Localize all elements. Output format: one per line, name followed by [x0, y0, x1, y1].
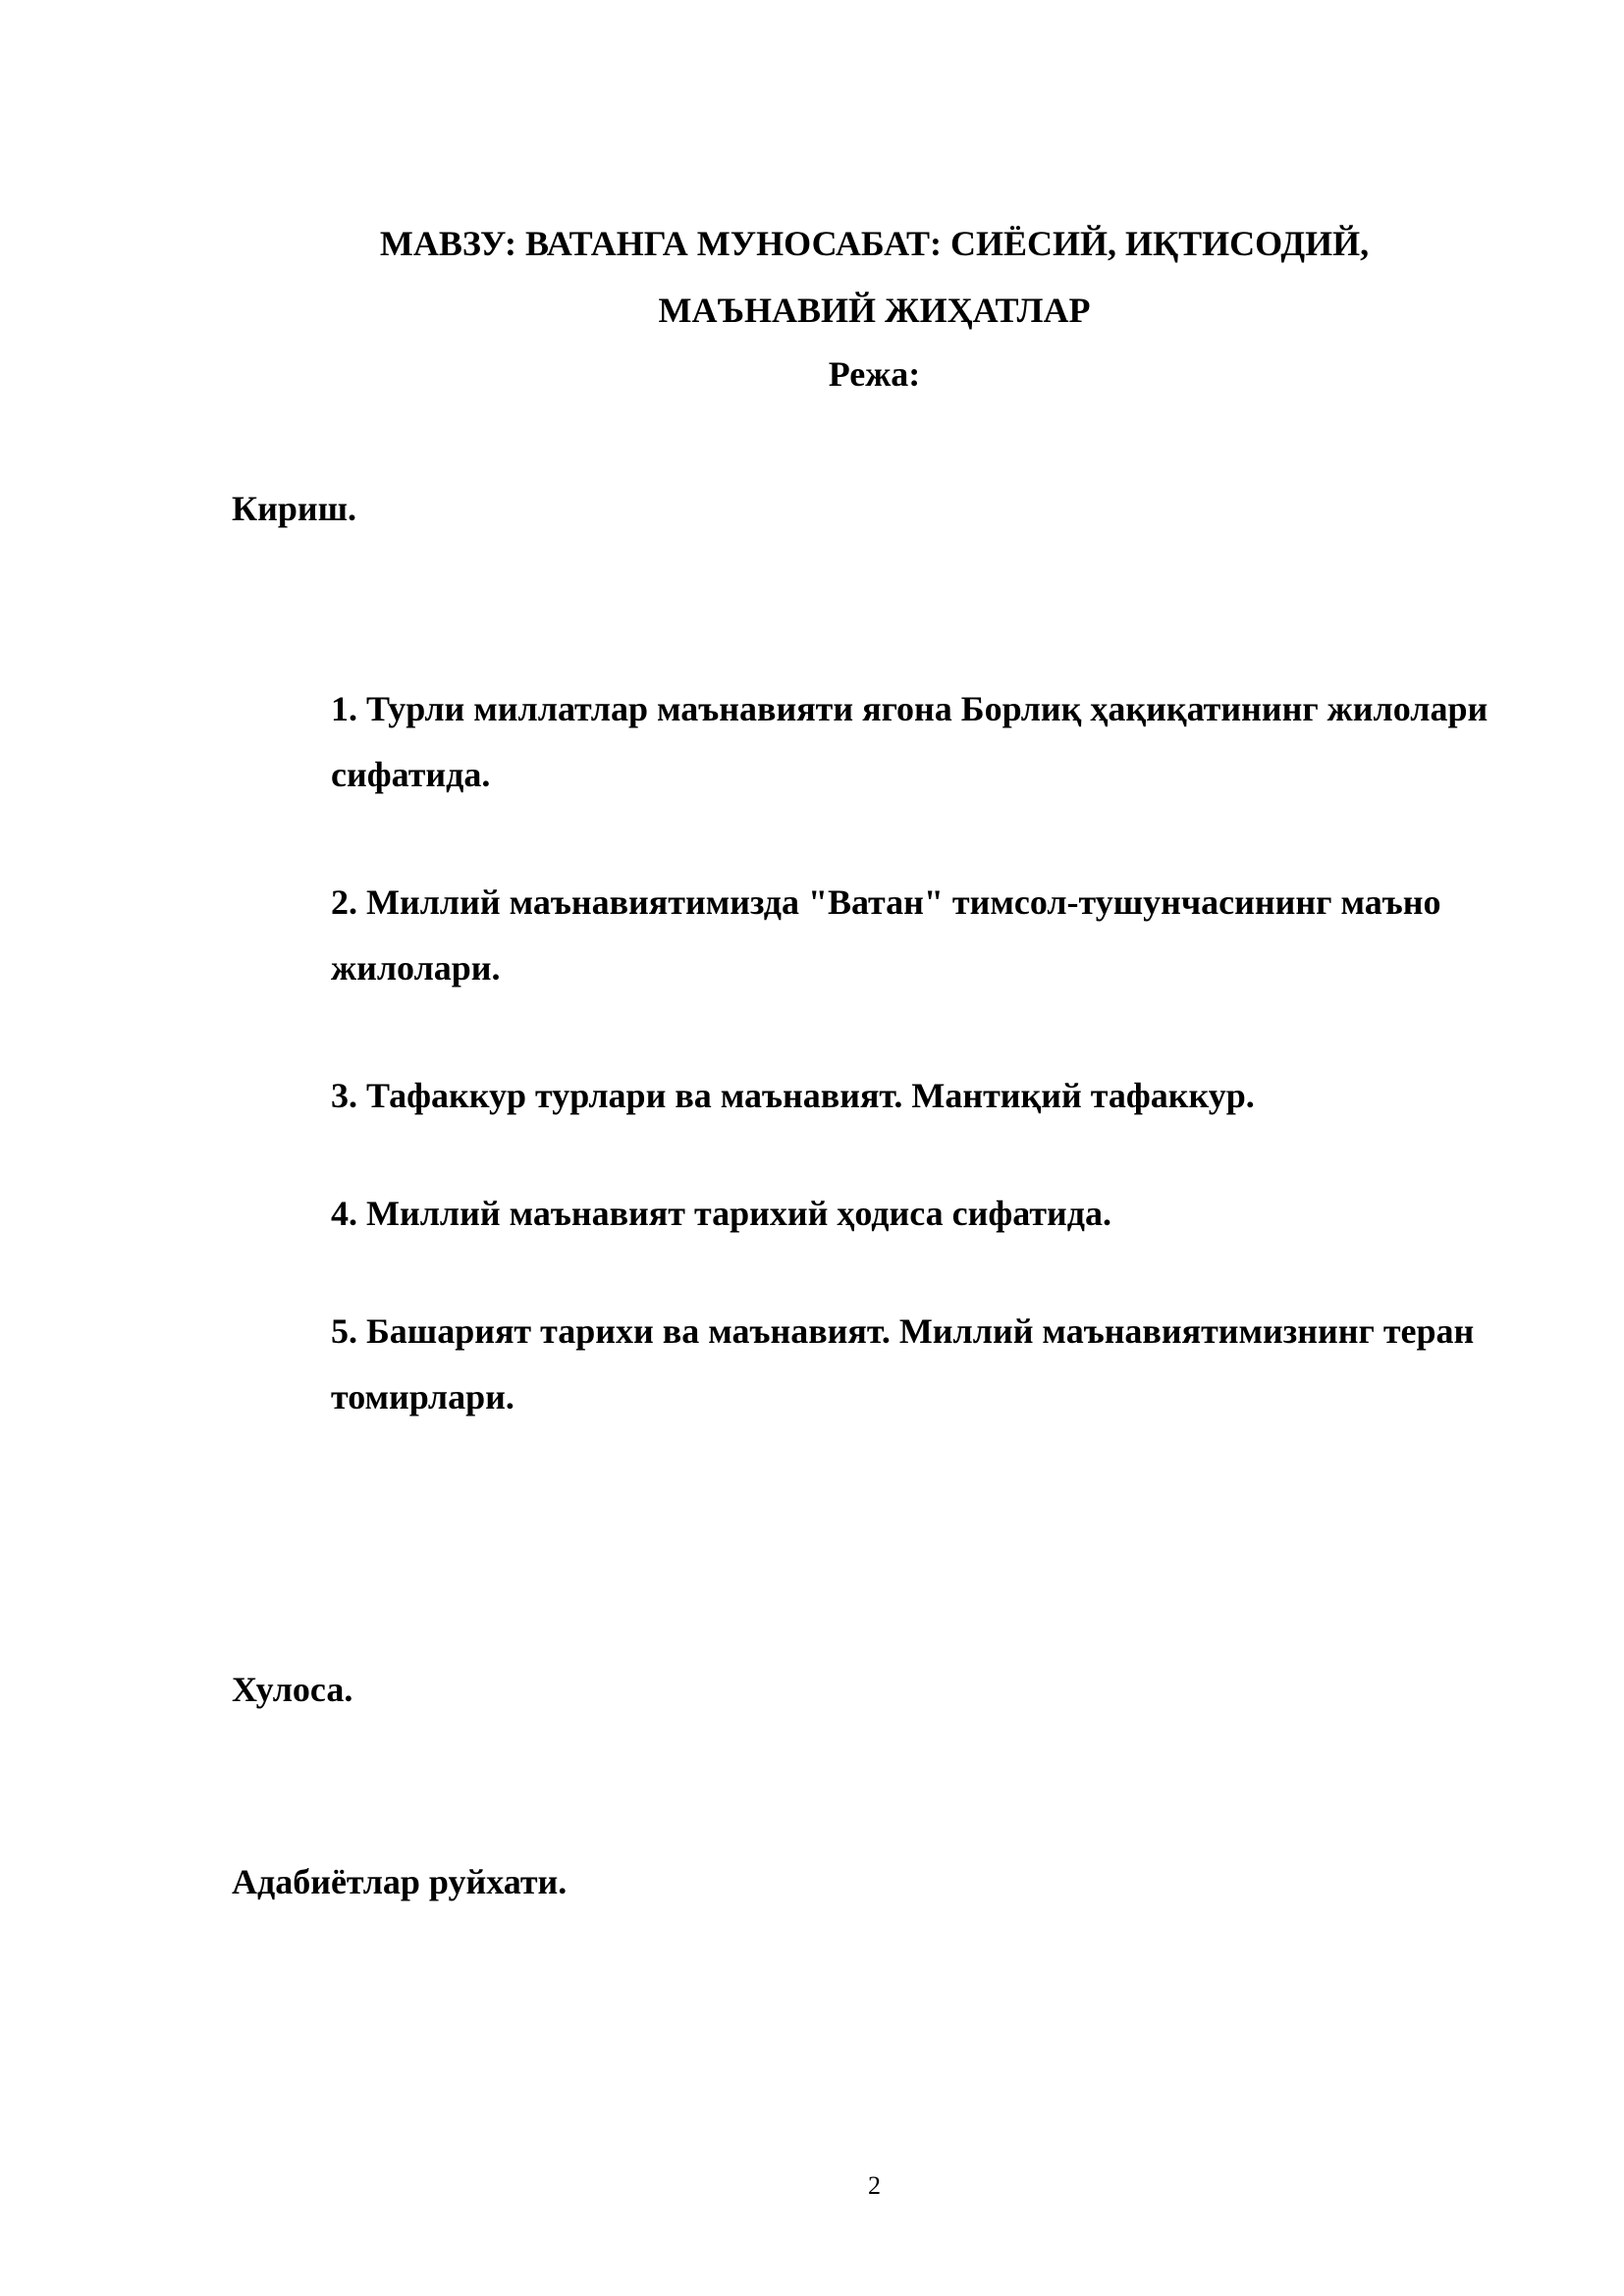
plan-item-3: 3. Тафаккур турлари ва маънавият. Мантиқий тафаккур.: [331, 1076, 1255, 1115]
plan-heading: Режа:: [828, 354, 921, 394]
references-heading: Адабиётлар руйхати.: [232, 1862, 568, 1901]
introduction-heading: Кириш.: [232, 489, 357, 528]
page-number: 2: [868, 2171, 881, 2200]
conclusion-heading: Хулоса.: [232, 1670, 353, 1709]
plan-item-1: 1. Турли миллатлар маънавияти ягона Борлиқ ҳақиқатининг жилолари сифатида.: [331, 689, 1489, 794]
plan-item-5: 5. Башарият тарихи ва маънавият. Миллий маънавиятимизнинг теран томирлари.: [331, 1311, 1475, 1416]
plan-item-2: 2. Миллий маънавиятимизда "Ватан" тимсол-тушунчасининг маъно жилолари.: [331, 882, 1441, 988]
plan-item-4: 4. Миллий маънавият тарихий ҳодиса сифатида.: [331, 1194, 1111, 1233]
document-title-line-2: МАЪНАВИЙ ЖИҲАТЛАР: [658, 291, 1091, 330]
document-title-line-1: МАВЗУ: ВАТАНГА МУНОСАБАТ: СИЁСИЙ, ИҚТИСОДИЙ,: [379, 224, 1370, 263]
